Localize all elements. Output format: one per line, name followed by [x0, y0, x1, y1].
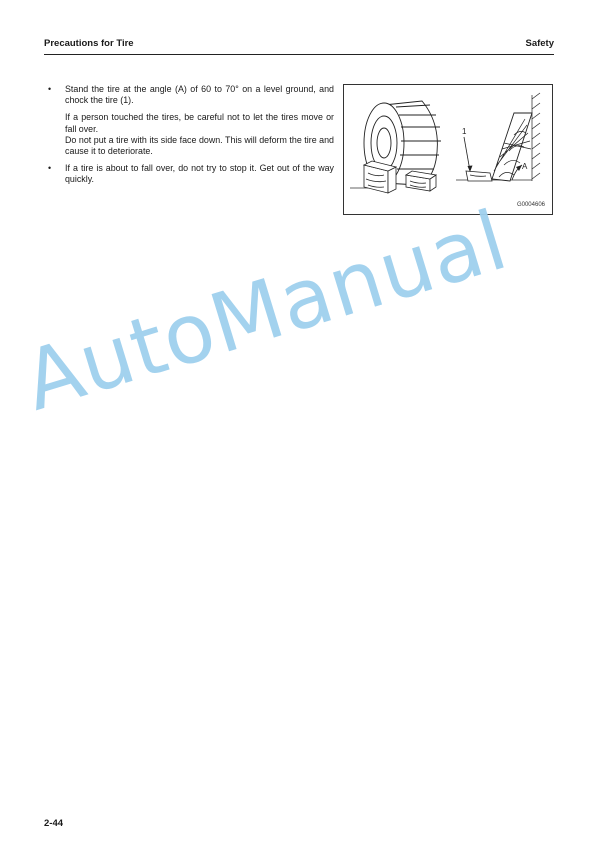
section-title: Precautions for Tire — [44, 38, 134, 49]
page-number: 2-44 — [44, 818, 64, 829]
instruction-text — [48, 84, 334, 192]
paragraph: Do not put a tire with its side face down. This will deform the tire and cause it to deteriorate. — [65, 134, 334, 157]
wheel-chock — [466, 171, 492, 181]
angle-label: A — [522, 162, 528, 171]
tire-illustration — [344, 85, 554, 216]
wood-block-left — [364, 161, 396, 193]
bullet-item-1 — [48, 84, 334, 157]
chapter-title: Safety — [525, 38, 554, 49]
paragraph: If a person touched the tires, be careful not to let the tires move or fall over. — [65, 112, 334, 134]
watermark: AutoManual — [13, 193, 518, 430]
tire-storage-figure — [343, 84, 553, 215]
figure-code: G0004606 — [516, 202, 545, 208]
wall — [532, 93, 540, 181]
paragraph: If a tire is about to fall over, do not try to stop it. Get out of the way quickly. — [65, 163, 334, 185]
paragraph: Stand the tire at the angle (A) of 60 to 70° on a level ground, and chock the tire (1). — [65, 84, 334, 106]
bullet-icon: • — [48, 84, 52, 94]
page-header — [44, 38, 554, 55]
bullet-icon: • — [48, 163, 52, 174]
bullet-item-2 — [48, 163, 334, 185]
wood-block-right — [406, 171, 436, 191]
chock-label: 1 — [462, 127, 467, 136]
